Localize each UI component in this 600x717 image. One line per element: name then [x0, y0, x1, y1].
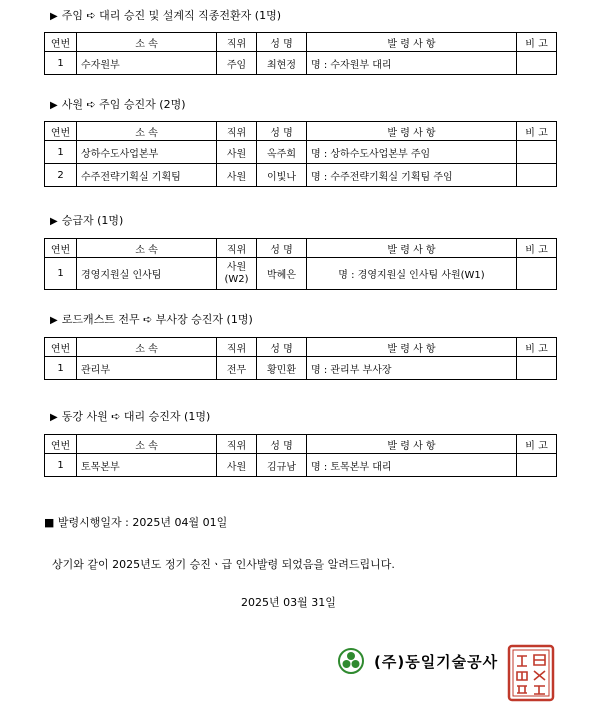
triangle-right-icon: ▶ — [50, 216, 58, 227]
cell-dept: 수자원부 — [77, 52, 217, 75]
cell-note — [517, 164, 557, 187]
cell-name: 김규남 — [257, 454, 307, 477]
header-name: 성 명 — [257, 338, 307, 357]
header-dept: 소 속 — [77, 33, 217, 52]
effective-date: ■ 발령시행일자 : 2025년 04월 01일 — [44, 516, 228, 529]
cell-rank: 사원 — [217, 454, 257, 477]
roster-table-2 — [44, 121, 557, 187]
header-name: 성 명 — [257, 122, 307, 141]
cell-note — [517, 52, 557, 75]
cell-dept: 관리부 — [77, 357, 217, 380]
cell-no: 1 — [45, 454, 77, 477]
cell-rank: 사원 — [217, 164, 257, 187]
table-row — [45, 141, 557, 164]
header-order: 발 령 사 항 — [307, 338, 517, 357]
table-header-row — [45, 435, 557, 454]
section-title-1: ▶ 주임 ➪ 대리 승진 및 설계직 직종전환자 (1명) — [50, 9, 281, 22]
cell-rank: 사원 (W2) — [217, 258, 257, 290]
table-row — [45, 357, 557, 380]
triangle-right-icon: ▶ — [50, 100, 58, 111]
cell-no: 1 — [45, 141, 77, 164]
cell-order: 명 : 상하수도사업본부 주임 — [307, 141, 517, 164]
header-name: 성 명 — [257, 435, 307, 454]
cell-name: 최현정 — [257, 52, 307, 75]
table-row — [45, 52, 557, 75]
roster-table-3 — [44, 238, 557, 290]
header-rank: 직위 — [217, 435, 257, 454]
cell-dept: 토목본부 — [77, 454, 217, 477]
header-rank: 직위 — [217, 239, 257, 258]
cell-note — [517, 454, 557, 477]
cell-order: 명 : 수주전략기획실 기획팀 주임 — [307, 164, 517, 187]
header-no: 연번 — [45, 122, 77, 141]
table-header-row — [45, 33, 557, 52]
table-header-row — [45, 239, 557, 258]
header-dept: 소 속 — [77, 338, 217, 357]
section-title-2: ▶ 사원 ➪ 주임 승진자 (2명) — [50, 98, 186, 111]
header-order: 발 령 사 항 — [307, 33, 517, 52]
roster-table-5 — [44, 434, 557, 477]
header-dept: 소 속 — [77, 122, 217, 141]
section-title-3: ▶ 승급자 (1명) — [50, 214, 124, 227]
cell-dept: 상하수도사업본부 — [77, 141, 217, 164]
cell-name: 황민환 — [257, 357, 307, 380]
cell-order: 명 : 경영지원실 인사팀 사원(W1) — [307, 258, 517, 290]
header-no: 연번 — [45, 338, 77, 357]
cell-order: 명 : 관리부 부사장 — [307, 357, 517, 380]
header-rank: 직위 — [217, 33, 257, 52]
cell-rank: 전무 — [217, 357, 257, 380]
header-note: 비 고 — [517, 338, 557, 357]
section-title-4: ▶ 로드캐스트 전무 ➪ 부사장 승진자 (1명) — [50, 313, 253, 326]
company-logo-icon — [338, 648, 364, 674]
table-row — [45, 454, 557, 477]
header-order: 발 령 사 항 — [307, 435, 517, 454]
header-no: 연번 — [45, 239, 77, 258]
cell-rank: 주임 — [217, 52, 257, 75]
cell-order: 명 : 토목본부 대리 — [307, 454, 517, 477]
header-note: 비 고 — [517, 122, 557, 141]
table-header-row — [45, 338, 557, 357]
header-rank: 직위 — [217, 338, 257, 357]
cell-dept: 경영지원실 인사팀 — [77, 258, 217, 290]
header-order: 발 령 사 항 — [307, 239, 517, 258]
header-dept: 소 속 — [77, 435, 217, 454]
cell-no: 1 — [45, 258, 77, 290]
table-row — [45, 164, 557, 187]
triangle-right-icon: ▶ — [50, 315, 58, 326]
cell-note — [517, 357, 557, 380]
header-note: 비 고 — [517, 33, 557, 52]
company-seal-icon — [507, 644, 555, 702]
cell-name: 옥주희 — [257, 141, 307, 164]
cell-no: 2 — [45, 164, 77, 187]
issue-date: 2025년 03월 31일 — [241, 596, 336, 609]
company-name: (주)동일기술공사 — [374, 652, 499, 671]
table-header-row — [45, 122, 557, 141]
notice-text: 상기와 같이 2025년도 정기 승진ㆍ급 인사발령 되었음을 알려드립니다. — [52, 558, 395, 571]
triangle-right-icon: ▶ — [50, 11, 58, 22]
cell-order: 명 : 수자원부 대리 — [307, 52, 517, 75]
cell-name: 박혜은 — [257, 258, 307, 290]
header-order: 발 령 사 항 — [307, 122, 517, 141]
cell-dept: 수주전략기획실 기획팀 — [77, 164, 217, 187]
cell-name: 이빛나 — [257, 164, 307, 187]
roster-table-1 — [44, 32, 557, 75]
company-signature — [338, 646, 498, 676]
cell-note — [517, 258, 557, 290]
cell-no: 1 — [45, 52, 77, 75]
cell-no: 1 — [45, 357, 77, 380]
cell-note — [517, 141, 557, 164]
triangle-right-icon: ▶ — [50, 412, 58, 423]
header-note: 비 고 — [517, 239, 557, 258]
header-no: 연번 — [45, 33, 77, 52]
table-row — [45, 258, 557, 290]
header-no: 연번 — [45, 435, 77, 454]
cell-rank: 사원 — [217, 141, 257, 164]
header-name: 성 명 — [257, 33, 307, 52]
header-dept: 소 속 — [77, 239, 217, 258]
header-note: 비 고 — [517, 435, 557, 454]
header-rank: 직위 — [217, 122, 257, 141]
header-name: 성 명 — [257, 239, 307, 258]
roster-table-4 — [44, 337, 557, 380]
section-title-5: ▶ 동강 사원 ➪ 대리 승진자 (1명) — [50, 410, 211, 423]
